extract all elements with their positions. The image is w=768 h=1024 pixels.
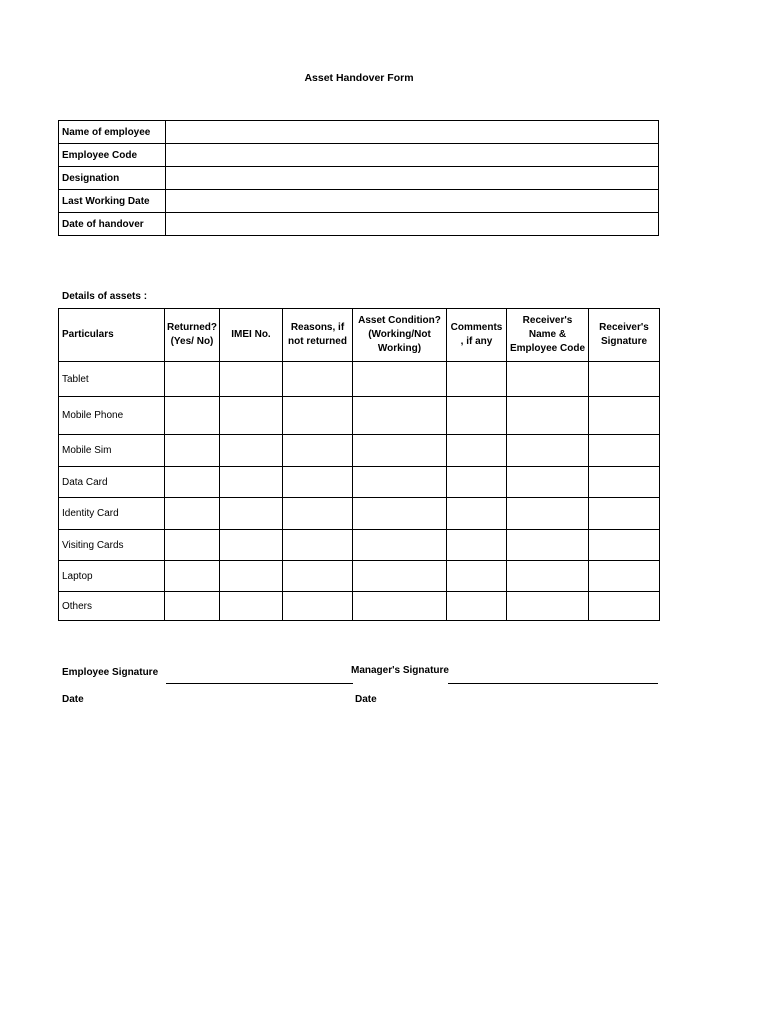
particular-laptop: Laptop — [59, 561, 165, 592]
imei-cell[interactable] — [220, 498, 283, 530]
header-comments: Comments , if any — [447, 309, 507, 362]
form-title: Asset Handover Form — [304, 72, 414, 84]
particular-visiting-cards: Visiting Cards — [59, 530, 165, 561]
table-row — [59, 467, 660, 498]
comments-cell[interactable] — [447, 362, 507, 397]
particular-identity-card: Identity Card — [59, 498, 165, 530]
imei-cell[interactable] — [220, 530, 283, 561]
date-of-handover-field[interactable] — [166, 213, 659, 236]
receiver-signature-cell[interactable] — [589, 362, 660, 397]
returned-cell[interactable] — [165, 467, 220, 498]
receiver-signature-cell[interactable] — [589, 397, 660, 435]
condition-cell[interactable] — [353, 592, 447, 621]
table-row — [59, 592, 660, 621]
returned-cell[interactable] — [165, 362, 220, 397]
receiver-name-cell[interactable] — [507, 561, 589, 592]
header-condition: Asset Condition? (Working/Not Working) — [353, 309, 447, 362]
comments-cell[interactable] — [447, 435, 507, 467]
info-row-name — [59, 121, 659, 144]
particular-tablet: Tablet — [59, 362, 165, 397]
imei-cell[interactable] — [220, 561, 283, 592]
employee-signature-label: Employee Signature — [62, 667, 159, 678]
header-particulars: Particulars — [59, 309, 165, 362]
assets-table — [58, 308, 660, 621]
table-row — [59, 561, 660, 592]
reasons-cell[interactable] — [283, 467, 353, 498]
reasons-cell[interactable] — [283, 397, 353, 435]
particular-others: Others — [59, 592, 165, 621]
info-label-last-working-date: Last Working Date — [59, 190, 166, 213]
condition-cell[interactable] — [353, 362, 447, 397]
receiver-signature-cell[interactable] — [589, 592, 660, 621]
imei-cell[interactable] — [220, 362, 283, 397]
assets-header-row — [59, 309, 660, 362]
info-label-code: Employee Code — [59, 144, 166, 167]
info-row-date-of-handover — [59, 213, 659, 236]
table-row — [59, 397, 660, 435]
returned-cell[interactable] — [165, 498, 220, 530]
employee-code-field[interactable] — [166, 144, 659, 167]
condition-cell[interactable] — [353, 498, 447, 530]
receiver-signature-cell[interactable] — [589, 435, 660, 467]
table-row — [59, 435, 660, 467]
employee-info-table — [58, 120, 659, 236]
particular-mobile-sim: Mobile Sim — [59, 435, 165, 467]
reasons-cell[interactable] — [283, 435, 353, 467]
info-row-last-working-date — [59, 190, 659, 213]
imei-cell[interactable] — [220, 435, 283, 467]
header-returned: Returned? (Yes/ No) — [165, 309, 220, 362]
header-receiver-name: Receiver's Name & Employee Code — [507, 309, 589, 362]
reasons-cell[interactable] — [283, 530, 353, 561]
reasons-cell[interactable] — [283, 592, 353, 621]
table-row — [59, 530, 660, 561]
receiver-signature-cell[interactable] — [589, 467, 660, 498]
condition-cell[interactable] — [353, 561, 447, 592]
last-working-date-field[interactable] — [166, 190, 659, 213]
manager-date-label: Date — [355, 694, 377, 705]
receiver-name-cell[interactable] — [507, 530, 589, 561]
assets-section-label: Details of assets : — [62, 291, 148, 302]
employee-date-label: Date — [62, 694, 84, 705]
returned-cell[interactable] — [165, 435, 220, 467]
imei-cell[interactable] — [220, 397, 283, 435]
returned-cell[interactable] — [165, 397, 220, 435]
info-row-code — [59, 144, 659, 167]
particular-mobile-phone: Mobile Phone — [59, 397, 165, 435]
header-reasons: Reasons, if not returned — [283, 309, 353, 362]
receiver-signature-cell[interactable] — [589, 498, 660, 530]
comments-cell[interactable] — [447, 397, 507, 435]
condition-cell[interactable] — [353, 397, 447, 435]
receiver-name-cell[interactable] — [507, 467, 589, 498]
name-of-employee-field[interactable] — [166, 121, 659, 144]
receiver-name-cell[interactable] — [507, 498, 589, 530]
condition-cell[interactable] — [353, 467, 447, 498]
comments-cell[interactable] — [447, 530, 507, 561]
info-label-name: Name of employee — [59, 121, 166, 144]
table-row — [59, 498, 660, 530]
reasons-cell[interactable] — [283, 561, 353, 592]
receiver-signature-cell[interactable] — [589, 561, 660, 592]
manager-signature-label: Manager's Signature — [351, 665, 449, 676]
header-receiver-signature: Receiver's Signature — [589, 309, 660, 362]
condition-cell[interactable] — [353, 435, 447, 467]
manager-signature-line[interactable] — [448, 683, 658, 684]
comments-cell[interactable] — [447, 592, 507, 621]
receiver-signature-cell[interactable] — [589, 530, 660, 561]
info-label-designation: Designation — [59, 167, 166, 190]
reasons-cell[interactable] — [283, 498, 353, 530]
imei-cell[interactable] — [220, 467, 283, 498]
receiver-name-cell[interactable] — [507, 592, 589, 621]
receiver-name-cell[interactable] — [507, 435, 589, 467]
table-row — [59, 362, 660, 397]
info-row-designation — [59, 167, 659, 190]
info-label-date-of-handover: Date of handover — [59, 213, 166, 236]
returned-cell[interactable] — [165, 561, 220, 592]
comments-cell[interactable] — [447, 467, 507, 498]
receiver-name-cell[interactable] — [507, 362, 589, 397]
designation-field[interactable] — [166, 167, 659, 190]
condition-cell[interactable] — [353, 530, 447, 561]
reasons-cell[interactable] — [283, 362, 353, 397]
returned-cell[interactable] — [165, 592, 220, 621]
receiver-name-cell[interactable] — [507, 397, 589, 435]
returned-cell[interactable] — [165, 530, 220, 561]
employee-signature-line[interactable] — [166, 683, 353, 684]
comments-cell[interactable] — [447, 498, 507, 530]
header-imei: IMEI No. — [220, 309, 283, 362]
comments-cell[interactable] — [447, 561, 507, 592]
particular-data-card: Data Card — [59, 467, 165, 498]
imei-cell[interactable] — [220, 592, 283, 621]
